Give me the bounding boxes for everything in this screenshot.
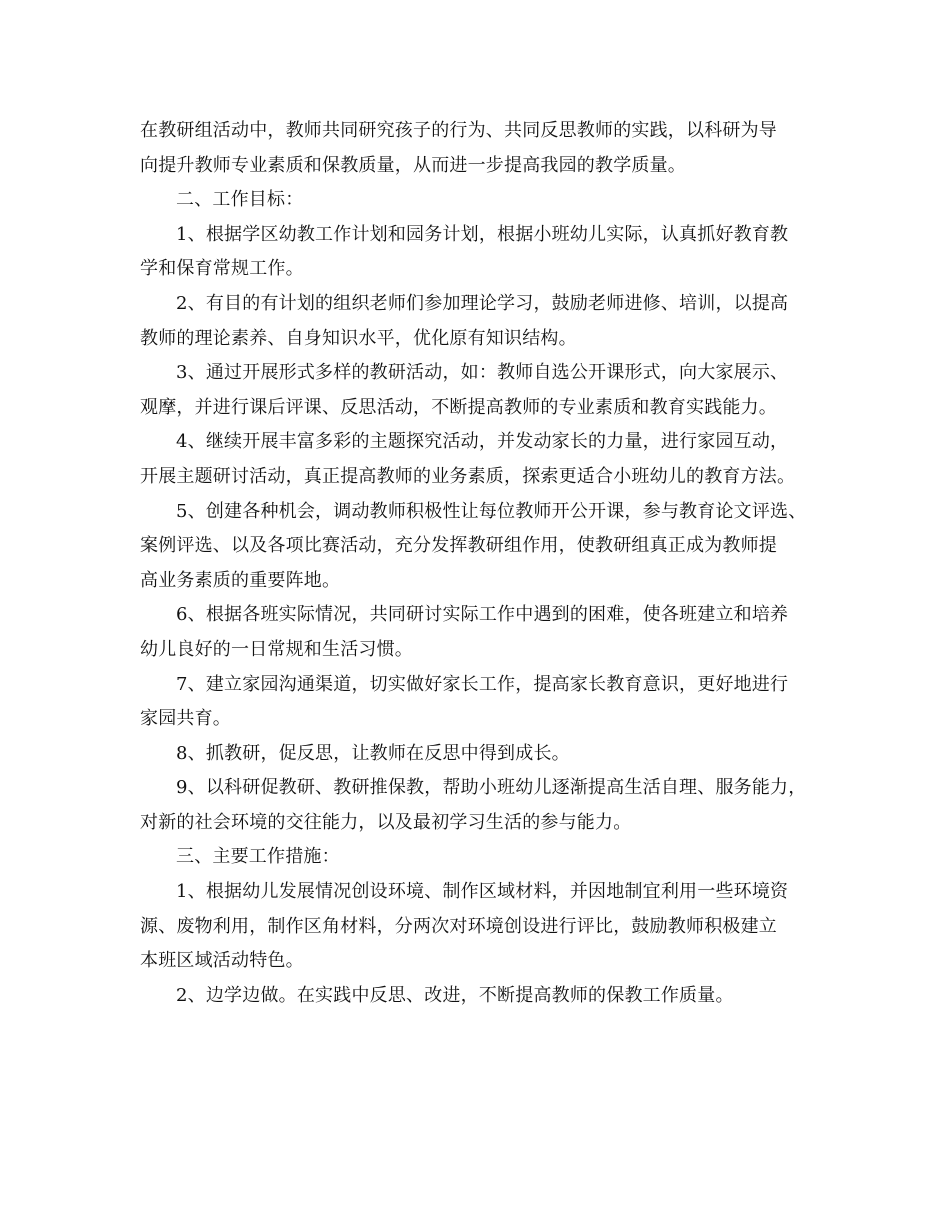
section-heading-work-goals: 二、工作目标： xyxy=(176,189,304,211)
text-line: 幼儿良好的一日常规和生活习惯。 xyxy=(140,638,413,660)
text-line: 7、建立家园沟通渠道，切实做好家长工作，提高家长教育意识，更好地进行 xyxy=(176,673,789,695)
text-line: 观摩，并进行课后评课、反思活动，不断提高教师的专业素质和教育实践能力。 xyxy=(140,396,777,418)
text-line: 源、废物利用，制作区角材料，分两次对环境创设进行评比，鼓励教师积极建立 xyxy=(140,915,777,937)
text-line: 1、根据学区幼教工作计划和园务计划，根据小班幼儿实际，认真抓好教育教 xyxy=(176,223,789,245)
text-line: 教师的理论素养、自身知识水平，优化原有知识结构。 xyxy=(140,327,577,349)
text-line: 2、边学边做。在实践中反思、改进，不断提高教师的保教工作质量。 xyxy=(176,984,734,1006)
text-line: 1、根据幼儿发展情况创设环境、制作区域材料，并因地制宜利用一些环境资 xyxy=(176,881,789,903)
document-body xyxy=(140,114,820,1013)
text-line: 本班区域活动特色。 xyxy=(140,950,304,972)
section-heading-main-measures: 三、主要工作措施： xyxy=(176,846,340,868)
text-line: 9、以科研促教研、教研推保教，帮助小班幼儿逐渐提高生活自理、服务能力， xyxy=(176,777,807,799)
text-line: 开展主题研讨活动，真正提高教师的业务素质，探索更适合小班幼儿的教育方法。 xyxy=(140,465,796,487)
text-line: 8、抓教研，促反思，让教师在反思中得到成长。 xyxy=(176,742,570,764)
text-line: 向提升教师专业素质和保教质量，从而进一步提高我园的教学质量。 xyxy=(140,154,686,176)
text-line: 高业务素质的重要阵地。 xyxy=(140,569,341,591)
text-line: 5、创建各种机会，调动教师积极性让每位教师开公开课，参与教育论文评选、 xyxy=(176,500,807,522)
text-line: 6、根据各班实际情况，共同研讨实际工作中遇到的困难，使各班建立和培养 xyxy=(176,604,789,626)
text-line: 家园共育。 xyxy=(140,708,231,730)
text-line: 对新的社会环境的交往能力，以及最初学习生活的参与能力。 xyxy=(140,811,632,833)
text-line: 案例评选、以及各项比赛活动，充分发挥教研组作用，使教研组真正成为教师提 xyxy=(140,535,777,557)
text-line: 在教研组活动中，教师共同研究孩子的行为、共同反思教师的实践，以科研为导 xyxy=(140,120,777,141)
text-line: 2、有目的有计划的组织老师们参加理论学习，鼓励老师进修、培训，以提高 xyxy=(176,292,789,314)
text-line: 3、通过开展形式多样的教研活动，如：教师自选公开课形式，向大家展示、 xyxy=(176,362,789,384)
text-line: 学和保育常规工作。 xyxy=(140,258,304,280)
text-line: 4、继续开展丰富多彩的主题探究活动，并发动家长的力量，进行家园互动， xyxy=(176,431,789,453)
